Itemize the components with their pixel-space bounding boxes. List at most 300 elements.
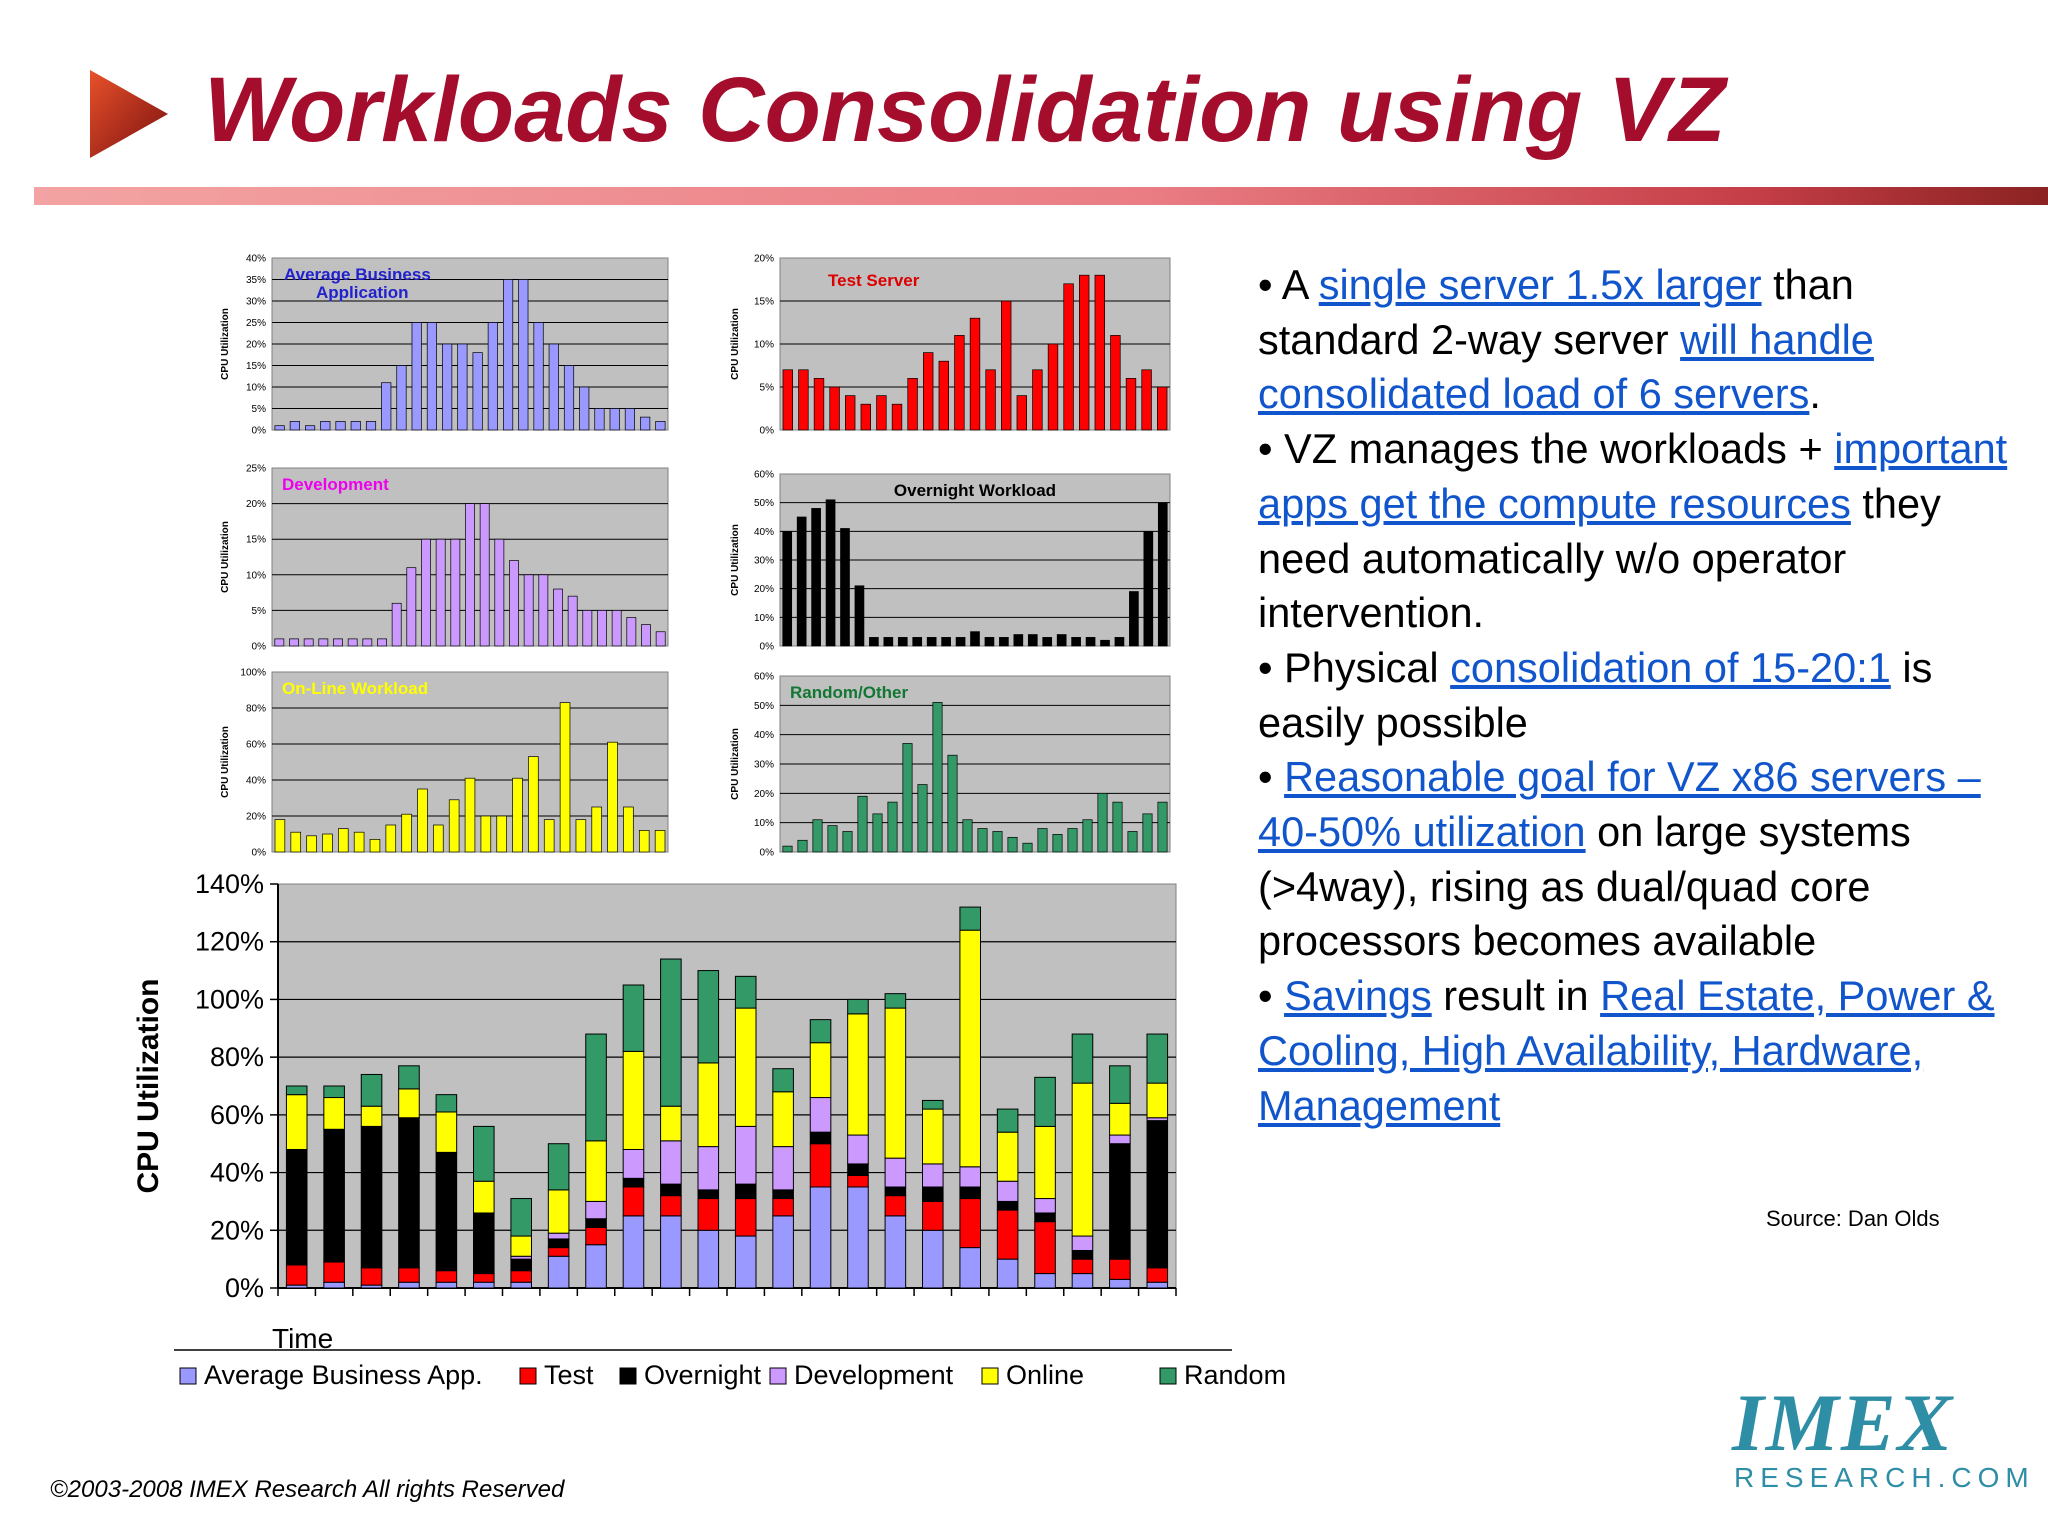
bar bbox=[978, 829, 987, 852]
bar bbox=[1053, 834, 1062, 852]
bar-segment bbox=[885, 1008, 906, 1158]
bar bbox=[275, 820, 285, 852]
bar bbox=[1033, 370, 1043, 430]
bar-segment bbox=[548, 1239, 569, 1248]
bar bbox=[1115, 637, 1124, 646]
bar-segment bbox=[436, 1271, 457, 1283]
legend-item bbox=[180, 1360, 483, 1390]
legend-label: Development bbox=[794, 1360, 954, 1390]
bar-segment bbox=[399, 1066, 420, 1089]
title-divider bbox=[34, 187, 2048, 205]
bar-segment bbox=[1035, 1199, 1056, 1213]
bar-segment bbox=[960, 1248, 981, 1288]
mini-chart-4 bbox=[724, 468, 1174, 653]
y-tick-label: 10% bbox=[245, 570, 266, 582]
bar bbox=[564, 366, 573, 431]
bar bbox=[783, 531, 792, 646]
bar-segment bbox=[923, 1100, 944, 1109]
bar bbox=[948, 755, 957, 852]
bar bbox=[366, 421, 375, 430]
bar bbox=[1095, 275, 1105, 430]
bar bbox=[534, 323, 543, 431]
bar-segment bbox=[548, 1190, 569, 1233]
bar bbox=[884, 637, 893, 646]
bar bbox=[412, 323, 421, 431]
y-tick-label: 5% bbox=[251, 404, 266, 415]
bar bbox=[923, 353, 933, 430]
y-tick-label: 0% bbox=[759, 641, 774, 653]
bar bbox=[841, 528, 850, 646]
bullet-text-segment: they need automatically w/o operator intervention. bbox=[1258, 479, 1941, 637]
mini-chart-6 bbox=[724, 670, 1174, 859]
bar-segment bbox=[810, 1098, 831, 1133]
bullet-link[interactable]: single server 1.5x larger bbox=[1318, 261, 1762, 308]
bar bbox=[963, 820, 972, 852]
bar bbox=[1111, 335, 1121, 430]
bar-segment bbox=[1110, 1135, 1131, 1144]
bar-segment bbox=[623, 1178, 644, 1187]
y-tick-label: 20% bbox=[245, 339, 266, 351]
bar-segment bbox=[810, 1020, 831, 1043]
y-tick-label: 10% bbox=[753, 818, 774, 830]
y-tick-label: 40% bbox=[245, 775, 266, 787]
y-tick-label: 0% bbox=[251, 641, 266, 653]
bar bbox=[1142, 370, 1152, 430]
bar bbox=[608, 742, 618, 852]
y-tick-label: 40% bbox=[753, 730, 774, 742]
bar-segment bbox=[474, 1282, 495, 1288]
bar bbox=[580, 387, 589, 430]
bar bbox=[655, 830, 665, 852]
bar-segment bbox=[661, 1141, 682, 1184]
bar-segment bbox=[1110, 1144, 1131, 1259]
bar bbox=[549, 344, 558, 430]
bar-segment bbox=[773, 1216, 794, 1288]
bar bbox=[465, 504, 474, 646]
bar-segment bbox=[735, 1199, 756, 1237]
y-tick-label: 20% bbox=[753, 788, 774, 800]
y-tick-label: 100% bbox=[240, 667, 266, 679]
bar-segment bbox=[399, 1089, 420, 1118]
bar bbox=[418, 789, 428, 852]
bar bbox=[336, 421, 345, 430]
bar bbox=[939, 361, 949, 430]
mini-chart-title: On-Line Workload bbox=[282, 679, 429, 698]
bar-segment bbox=[997, 1201, 1018, 1210]
bullet-link[interactable]: important apps get the compute resources bbox=[1258, 425, 2008, 527]
y-axis-label: CPU Utilization bbox=[220, 521, 231, 593]
bar-segment bbox=[436, 1152, 457, 1270]
bar-segment bbox=[324, 1129, 345, 1262]
bar bbox=[1083, 820, 1092, 852]
bar bbox=[407, 568, 416, 646]
mini-chart-title: Overnight Workload bbox=[893, 481, 1057, 500]
bar bbox=[377, 639, 386, 646]
bar bbox=[656, 421, 665, 430]
bar bbox=[814, 378, 824, 430]
bar bbox=[1064, 284, 1074, 430]
bar bbox=[783, 846, 792, 852]
bar-segment bbox=[286, 1086, 307, 1095]
bar-segment bbox=[1072, 1083, 1093, 1236]
bar-segment bbox=[848, 999, 869, 1013]
bar bbox=[985, 637, 994, 646]
y-axis-label: CPU Utilization bbox=[730, 728, 741, 800]
bar bbox=[1008, 837, 1017, 852]
bar-segment bbox=[1035, 1213, 1056, 1222]
y-tick-label: 0% bbox=[759, 425, 774, 437]
y-tick-label: 80% bbox=[209, 1042, 264, 1073]
bar bbox=[1157, 387, 1167, 430]
bar-segment bbox=[1110, 1259, 1131, 1279]
bar-segment bbox=[848, 1175, 869, 1187]
bar-segment bbox=[474, 1274, 495, 1283]
bar-segment bbox=[548, 1256, 569, 1288]
bar-segment bbox=[286, 1095, 307, 1150]
mini-chart-2 bbox=[724, 252, 1174, 437]
bar bbox=[797, 517, 806, 646]
bar-segment bbox=[1147, 1282, 1168, 1288]
bar-segment bbox=[361, 1074, 382, 1106]
bar-segment bbox=[324, 1262, 345, 1282]
bullet-text-segment: on large systems (>4way), rising as dual/quad core processors becomes available bbox=[1258, 808, 1911, 965]
y-axis-label: CPU Utilization bbox=[730, 308, 741, 380]
bar-segment bbox=[1147, 1083, 1168, 1118]
bar bbox=[641, 625, 650, 646]
bar bbox=[1023, 843, 1032, 852]
bar-segment bbox=[735, 1126, 756, 1184]
bullet-link[interactable]: will handle consolidated load of 6 servers bbox=[1258, 315, 1874, 418]
bar-segment bbox=[399, 1282, 420, 1288]
bar bbox=[370, 839, 380, 852]
bar bbox=[421, 539, 430, 646]
bar bbox=[1086, 637, 1095, 646]
bar-segment bbox=[1072, 1259, 1093, 1273]
y-tick-label: 20% bbox=[245, 499, 266, 511]
bar bbox=[451, 539, 460, 646]
bar-segment bbox=[960, 1199, 981, 1248]
bar bbox=[480, 504, 489, 646]
bar-segment bbox=[586, 1034, 607, 1141]
bullet-text-segment: . bbox=[1809, 370, 1821, 418]
bar bbox=[465, 778, 475, 852]
bar bbox=[783, 370, 793, 430]
legend-swatch bbox=[180, 1368, 196, 1384]
bar-segment bbox=[698, 1147, 719, 1190]
source-note: Source: Dan Olds bbox=[1766, 1206, 1940, 1231]
bullet-text-segment: • A bbox=[1258, 261, 1319, 308]
bar bbox=[436, 539, 445, 646]
bar-segment bbox=[623, 1051, 644, 1149]
bar bbox=[519, 280, 528, 431]
bullet-text-segment: • VZ manages the workloads + bbox=[1258, 425, 1835, 473]
y-tick-label: 0% bbox=[251, 847, 266, 859]
bar-segment bbox=[586, 1245, 607, 1288]
legend-swatch bbox=[620, 1368, 636, 1384]
bar bbox=[495, 539, 504, 646]
y-tick-label: 10% bbox=[753, 612, 774, 624]
title-line: Average Business bbox=[284, 265, 431, 284]
bar bbox=[1068, 829, 1077, 852]
y-tick-label: 10% bbox=[753, 339, 774, 351]
bar-segment bbox=[773, 1069, 794, 1092]
bar-segment bbox=[361, 1106, 382, 1126]
bar-segment bbox=[286, 1265, 307, 1285]
bar bbox=[488, 323, 497, 431]
bar-segment bbox=[773, 1147, 794, 1190]
y-tick-label: 15% bbox=[245, 534, 266, 546]
bar-segment bbox=[586, 1201, 607, 1218]
bar-segment bbox=[511, 1259, 532, 1271]
bar bbox=[942, 637, 951, 646]
bullet-link[interactable]: Reasonable goal for VZ x86 servers – 40-50% utilization bbox=[1258, 753, 1981, 856]
y-axis-label: CPU Utilization bbox=[220, 308, 231, 380]
bullet-text-segment: result in bbox=[1431, 972, 1601, 1020]
legend-swatch bbox=[770, 1368, 786, 1384]
bar-segment bbox=[399, 1118, 420, 1268]
bar bbox=[999, 637, 1008, 646]
bar bbox=[348, 639, 357, 646]
bar-segment bbox=[511, 1282, 532, 1288]
bar-segment bbox=[810, 1043, 831, 1098]
bullet-link[interactable]: consolidation of 15-20:1 bbox=[1450, 643, 1891, 691]
bar-segment bbox=[324, 1086, 345, 1098]
bar bbox=[497, 816, 507, 852]
bar bbox=[509, 561, 518, 646]
bar bbox=[427, 323, 436, 431]
bar bbox=[319, 639, 328, 646]
bar-segment bbox=[474, 1126, 495, 1181]
bar-segment bbox=[773, 1092, 794, 1147]
bullet-link[interactable]: Real Estate, Power & Cooling, High Availability, Hardware, Management bbox=[1258, 972, 1995, 1129]
bar-segment bbox=[361, 1268, 382, 1285]
bar bbox=[583, 610, 592, 646]
bar-segment bbox=[548, 1233, 569, 1239]
bullet-2 bbox=[1258, 422, 2018, 641]
bar-segment bbox=[286, 1149, 307, 1264]
bar-segment bbox=[885, 1216, 906, 1288]
bar-segment bbox=[997, 1210, 1018, 1259]
bar-segment bbox=[511, 1236, 532, 1256]
bar bbox=[307, 836, 317, 852]
y-tick-label: 20% bbox=[245, 811, 266, 823]
bar-segment bbox=[1072, 1250, 1093, 1259]
y-tick-label: 60% bbox=[753, 469, 774, 481]
bullet-list bbox=[1258, 258, 2018, 1133]
y-axis-label: CPU Utilization bbox=[220, 726, 231, 798]
bar bbox=[861, 404, 871, 430]
y-axis-label: CPU Utilization bbox=[132, 978, 165, 1194]
bar-segment bbox=[960, 1187, 981, 1199]
bar bbox=[481, 816, 491, 852]
bar-segment bbox=[923, 1201, 944, 1230]
bar bbox=[933, 702, 942, 852]
bar bbox=[576, 820, 586, 852]
bar bbox=[845, 396, 855, 430]
bar-segment bbox=[1035, 1126, 1056, 1198]
bar-segment bbox=[1072, 1236, 1093, 1250]
bar bbox=[323, 834, 333, 852]
legend-label: Online bbox=[1006, 1360, 1085, 1390]
bullet-text-segment: • bbox=[1258, 972, 1285, 1020]
bar-segment bbox=[623, 985, 644, 1051]
bullet-text-segment: • bbox=[1258, 753, 1285, 801]
bar bbox=[855, 586, 864, 646]
bar-segment bbox=[735, 1184, 756, 1198]
bar bbox=[799, 370, 809, 430]
bar-segment bbox=[960, 930, 981, 1167]
bar-segment bbox=[324, 1098, 345, 1130]
bar-segment bbox=[661, 959, 682, 1106]
bullet-3 bbox=[1258, 641, 2018, 750]
bar bbox=[1098, 793, 1107, 852]
y-axis-label: CPU Utilization bbox=[730, 524, 741, 596]
bar-segment bbox=[923, 1187, 944, 1201]
y-tick-label: 25% bbox=[245, 318, 266, 329]
bar bbox=[402, 814, 412, 852]
bar-segment bbox=[1110, 1103, 1131, 1135]
y-tick-label: 120% bbox=[194, 926, 264, 957]
bar-segment bbox=[960, 907, 981, 930]
bar bbox=[656, 632, 665, 646]
bar bbox=[275, 426, 284, 430]
logo-wordmark: IMEX bbox=[1732, 1377, 1955, 1468]
bar bbox=[903, 743, 912, 852]
legend-swatch bbox=[982, 1368, 998, 1384]
bar bbox=[1158, 802, 1167, 852]
bar-segment bbox=[735, 1236, 756, 1288]
bar-segment bbox=[548, 1144, 569, 1190]
bar-segment bbox=[848, 1164, 869, 1176]
bar-segment bbox=[1147, 1121, 1168, 1268]
bar bbox=[898, 637, 907, 646]
bar bbox=[1001, 301, 1011, 430]
bullet-1 bbox=[1258, 258, 2018, 422]
bar-segment bbox=[661, 1216, 682, 1288]
bullet-link[interactable]: Savings bbox=[1284, 972, 1432, 1020]
y-tick-label: 40% bbox=[245, 253, 266, 265]
bar-segment bbox=[1110, 1279, 1131, 1288]
bar bbox=[1129, 592, 1138, 646]
bar bbox=[592, 807, 602, 852]
bar bbox=[1158, 503, 1167, 646]
bar-segment bbox=[885, 1196, 906, 1216]
bar-segment bbox=[1072, 1274, 1093, 1288]
bar-segment bbox=[661, 1196, 682, 1216]
bar-segment bbox=[698, 971, 719, 1063]
imex-logo bbox=[1720, 1377, 2035, 1498]
bar-segment bbox=[848, 1014, 869, 1135]
bar bbox=[442, 344, 451, 430]
y-tick-label: 40% bbox=[753, 526, 774, 538]
bar bbox=[1113, 802, 1122, 852]
bar bbox=[449, 800, 459, 852]
legend bbox=[180, 1360, 1286, 1390]
bar-segment bbox=[436, 1282, 457, 1288]
y-tick-label: 35% bbox=[245, 275, 266, 286]
bar-segment bbox=[511, 1271, 532, 1283]
bar bbox=[513, 778, 523, 852]
bar bbox=[627, 618, 636, 646]
bar-segment bbox=[810, 1132, 831, 1144]
title-arrow-icon bbox=[86, 66, 172, 162]
legend-swatch bbox=[520, 1368, 536, 1384]
bar bbox=[1079, 275, 1089, 430]
bullet-5 bbox=[1258, 969, 2018, 1133]
mini-chart-3 bbox=[214, 462, 674, 653]
bar bbox=[1038, 829, 1047, 852]
bar bbox=[640, 417, 649, 430]
bar bbox=[397, 366, 406, 431]
bar-segment bbox=[586, 1227, 607, 1244]
bar bbox=[1144, 531, 1153, 646]
bar bbox=[304, 639, 313, 646]
bar-segment bbox=[997, 1132, 1018, 1181]
y-tick-label: 30% bbox=[753, 555, 774, 567]
bar-segment bbox=[923, 1164, 944, 1187]
bar bbox=[970, 318, 980, 430]
legend-label: Random bbox=[1184, 1360, 1287, 1390]
bar-segment bbox=[885, 994, 906, 1008]
bar bbox=[1043, 637, 1052, 646]
bar bbox=[1057, 635, 1066, 646]
bar-segment bbox=[735, 1008, 756, 1126]
bar bbox=[639, 830, 649, 852]
y-tick-label: 50% bbox=[753, 700, 774, 712]
bar bbox=[858, 796, 867, 852]
bar bbox=[553, 589, 562, 646]
bar-segment bbox=[773, 1190, 794, 1199]
bar bbox=[289, 639, 298, 646]
legend-item bbox=[1160, 1360, 1286, 1390]
y-tick-label: 100% bbox=[194, 984, 264, 1015]
bar bbox=[291, 832, 301, 852]
bar bbox=[321, 421, 330, 430]
bar-segment bbox=[698, 1230, 719, 1288]
bar bbox=[843, 831, 852, 852]
bar bbox=[458, 344, 467, 430]
bar-segment bbox=[1147, 1034, 1168, 1083]
legend-item bbox=[770, 1360, 954, 1390]
bar bbox=[869, 637, 878, 646]
bar-segment bbox=[1147, 1268, 1168, 1282]
y-tick-label: 0% bbox=[224, 1273, 264, 1303]
bar bbox=[1048, 344, 1058, 430]
bar-segment bbox=[773, 1199, 794, 1216]
bar-segment bbox=[735, 976, 756, 1008]
bar bbox=[1126, 378, 1136, 430]
legend-item bbox=[982, 1360, 1084, 1390]
bar-segment bbox=[810, 1187, 831, 1288]
y-tick-label: 0% bbox=[251, 425, 266, 437]
bar-segment bbox=[586, 1219, 607, 1228]
bullet-text-segment: is easily possible bbox=[1258, 643, 1933, 746]
y-tick-label: 40% bbox=[209, 1157, 264, 1188]
bar bbox=[892, 404, 902, 430]
bar bbox=[918, 785, 927, 852]
bar-segment bbox=[885, 1158, 906, 1187]
bar bbox=[1101, 640, 1110, 646]
y-tick-label: 5% bbox=[759, 382, 774, 394]
y-tick-label: 20% bbox=[209, 1215, 264, 1246]
bar bbox=[798, 840, 807, 852]
copyright-notice: ©2003-2008 IMEX Research All rights Reserved bbox=[50, 1476, 565, 1503]
bar-segment bbox=[399, 1268, 420, 1282]
bar-segment bbox=[923, 1230, 944, 1288]
bar bbox=[473, 353, 482, 430]
bar bbox=[528, 757, 538, 852]
legend-item bbox=[520, 1360, 594, 1390]
